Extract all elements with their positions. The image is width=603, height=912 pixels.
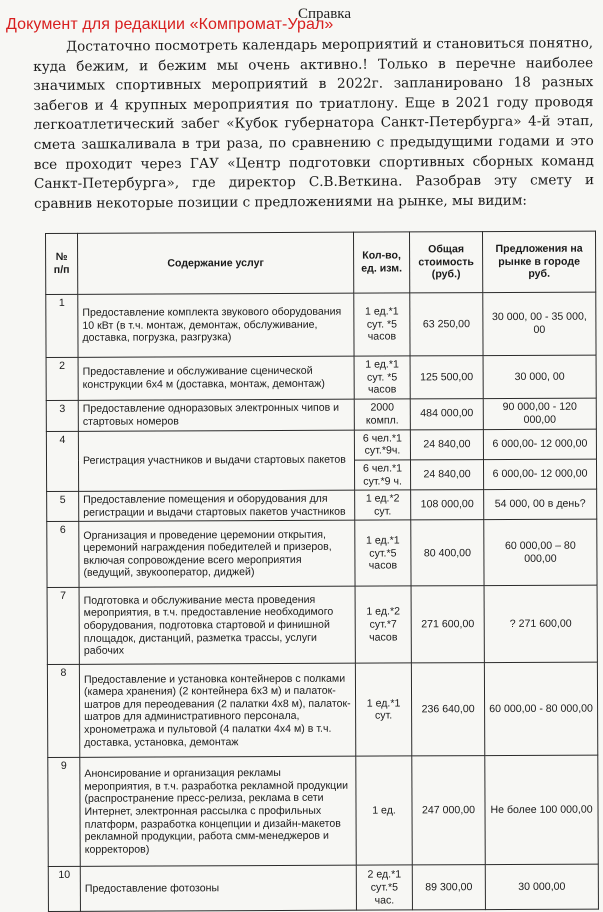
row-market: 30 000, 00 - 35 000, 00 — [483, 292, 596, 355]
row-num: 4 — [46, 431, 78, 492]
row-market: 60 000,00 - 80 000,00 — [484, 662, 597, 755]
row-cost: 89 300,00 — [412, 865, 485, 910]
row-cost: 108 000,00 — [411, 490, 484, 521]
row-num: 5 — [47, 492, 79, 522]
watermark: Документ для редакции «Компромат-Урал» — [6, 16, 334, 33]
row-desc: Организация и проведение церемонии открытия, церемоний награждения победителей и призеров, включая сопровождение всего мероприятия (ведущий, звукооператор, диджей) — [79, 520, 355, 587]
row-market: 30 000, 00 — [483, 355, 596, 398]
table-row — [46, 292, 596, 357]
row-num: 9 — [48, 758, 80, 867]
row-cost: 24 840,00 — [410, 429, 483, 460]
row-qty: 6 чел.*1 сут.*9 ч. — [354, 460, 410, 490]
row-cost: 24 840,00 — [410, 460, 483, 491]
table-row — [47, 519, 597, 587]
header-market: Предложения на рынке в городе руб. — [482, 231, 595, 292]
row-qty: 2 ед.*1 сут.*5 час. — [356, 865, 412, 910]
row-qty: 6 чел.*1 сут.*9ч. — [354, 430, 410, 460]
row-market: ? 271 600,00 — [484, 585, 597, 662]
row-qty: 1 ед.*2 сут.*7 часов — [355, 586, 411, 663]
row-desc: Предоставление комплекта звукового оборудования 10 кВт (в т.ч. монтаж, демонтаж, обслуживание, доставка, погрузка, разгрузка) — [78, 293, 354, 357]
row-num: 2 — [46, 357, 78, 400]
row-cost: 63 250,00 — [410, 293, 483, 356]
row-cost: 484 000,00 — [410, 398, 483, 429]
estimate-table — [45, 231, 599, 912]
table-row — [48, 755, 598, 866]
row-num: 10 — [48, 867, 80, 912]
table-row — [48, 864, 598, 911]
row-num: 8 — [47, 665, 79, 758]
estimate-table-wrap — [45, 231, 598, 912]
row-market: 6 000,00- 12 000,00 — [483, 429, 596, 460]
row-market: 60 000,00 – 80 000,00 — [484, 519, 597, 585]
row-qty: 1 ед.*1 сут. *5 часов — [354, 293, 410, 356]
row-desc: Предоставление и установка контейнеров с полками (камера хранения) (2 контейнера 6х3 м) и палаток-шатров для переодевания (2 палатки 4х8 м), палаток-шатров для административного персонала, хронометража и пультовой (4 палатки 4х4 м) в т.ч. доставка, установка, демонтаж — [79, 663, 355, 757]
row-cost: 236 640,00 — [411, 663, 484, 756]
row-cost: 125 500,00 — [410, 356, 483, 399]
row-num: 1 — [46, 294, 78, 357]
row-desc: Предоставление и обслуживание сценической конструкции 6х4 м (доставка, монтаж, демонтаж) — [78, 356, 354, 400]
page-title: Справка — [298, 6, 351, 22]
row-num: 6 — [47, 522, 79, 588]
row-desc: Предоставление фотозоны — [80, 865, 356, 911]
table-row — [46, 429, 596, 462]
row-desc: Предоставление одноразовых электронных чипов и стартовых номеров — [78, 399, 354, 431]
row-desc: Предоставление помещения и оборудования для регистрации и выдачи стартовых пакетов участников — [79, 490, 355, 521]
header-num: № п/п — [46, 233, 78, 294]
row-cost: 271 600,00 — [411, 586, 484, 663]
row-qty: 1 ед.*1 сут. *5 часов — [354, 356, 410, 399]
header-content: Содержание услуг — [78, 232, 354, 294]
row-qty: 1 ед.*1 сут. — [355, 663, 411, 756]
row-num: 7 — [47, 588, 79, 665]
table-row — [47, 662, 597, 757]
row-desc: Подготовка и обслуживание места проведения мероприятия, в т.ч. предоставление необходимого оборудования, подготовка стартовой и финишной площадок, дистанций, разметка трассы, услуги рабочих — [79, 586, 355, 664]
row-market: 54 000, 00 в день? — [484, 489, 597, 520]
row-cost: 247 000,00 — [412, 756, 485, 865]
table-row — [46, 355, 596, 400]
row-desc: Анонсирование и организация рекламы мероприятия, в т.ч. разработка рекламной продукции (распространение пресс-релиза, реклама в сети Интернет, электронная рассылка с профильных платформ, разработка концепции и дизайн-макетов рекламной продукции, работа смм-менеджеров и корректоров) — [80, 756, 356, 866]
row-cost: 80 400,00 — [411, 520, 484, 586]
row-market: 6 000,00- 12 000,00 — [483, 459, 596, 490]
intro-paragraph: Достаточно посмотреть календарь мероприятий и становиться понятно, куда бежим, и бежим мы очень активно.! Только в перечне наиболее значимых спортивных мероприятий в 2022г. запланировано 18 разных забегов и 4 крупных мероприятия по триатлону. Еще в 2021 году проводя легкоатлетический забег «Кубок губернатора Санкт-Петербурга» 4-й этап, смета зашкаливала в три раза, по сравнению с предыдущими годами и это все проходит через ГАУ «Центр подготовки спортивных сборных команд Санкт-Петербурга», где директор С.В.Веткина. Разобрав эту смету и сравнив некоторые позиции с предложениями на рынке, мы видим: — [33, 35, 595, 212]
row-num: 3 — [46, 400, 78, 431]
header-cost: Общая стоимость (руб.) — [409, 232, 482, 293]
table-row — [46, 398, 596, 431]
table-header-row — [46, 231, 596, 294]
header-qty: Кол-во, ед. изм. — [353, 232, 409, 293]
row-market: 90 000,00 - 120 000,00 — [483, 398, 596, 429]
row-market: Не более 100 000,00 — [485, 755, 598, 864]
row-desc: Регистрация участников и выдачи стартовых пакетов — [78, 430, 354, 492]
table-row — [47, 585, 597, 664]
table-row — [47, 489, 597, 522]
row-qty: 1 ед. — [356, 756, 412, 865]
row-qty: 1 ед.*2 сут. — [355, 490, 411, 520]
row-qty: 2000 компл. — [354, 399, 410, 430]
row-market: 30 000,00 — [485, 864, 598, 909]
row-qty: 1 ед.*1 сут.*5 часов — [355, 520, 411, 586]
